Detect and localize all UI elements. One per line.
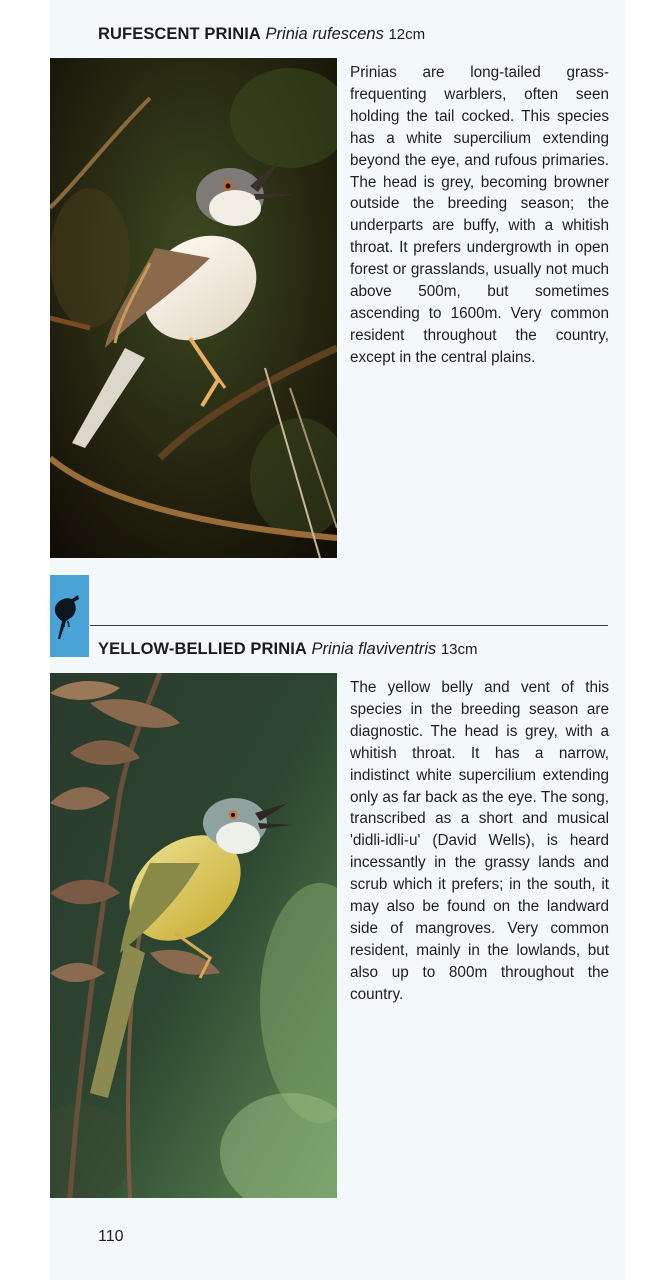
yellow-bellied-prinia-description: The yellow belly and vent of this species in the breeding season are diagnostic. The head is grey, with a whitish throat. It has a narrow, indistinct white supercilium extending only as far back as the eye. The song, transcribed as a short and musical 'didli-idli-u' (David Wells), is heard incessantly in the grassy lands and scrub which it prefers; in the south, it may also be found on the landward side of mangroves. Very common resident, mainly in the lowlands, but also up to 800m throughout the country. <box>350 679 609 1003</box>
rufescent-prinia-description: Prinias are long-tailed grass-frequenting warblers, often seen holding the tail cocked. This species has a white supercilium extending beyond the eye, and rufous primaries. The head is grey, becoming browner outside the breeding season; the underparts are buffy, with a whitish throat. It prefers undergrowth in open forest or grasslands, usually not much above 500m, but sometimes ascending to 1600m. Very common resident throughout the country, except in the central plains. <box>350 64 609 366</box>
common-name: RUFESCENT PRINIA <box>98 25 261 43</box>
species-title-yellow-bellied-prinia <box>98 640 478 659</box>
perched-bird-silhouette-icon <box>50 575 89 657</box>
bird-size: 13cm <box>440 641 478 658</box>
bird-size: 12cm <box>388 26 426 43</box>
page-number: 110 <box>98 1228 124 1245</box>
scientific-name: Prinia flaviventris <box>311 640 437 658</box>
species-title-rufescent-prinia <box>98 25 425 44</box>
rufescent-prinia-photo <box>50 58 337 558</box>
section-tab <box>50 575 89 657</box>
scientific-name: Prinia rufescens <box>265 25 384 43</box>
yellow-bellied-prinia-photo <box>50 673 337 1198</box>
common-name: YELLOW-BELLIED PRINIA <box>98 640 307 658</box>
section-divider <box>90 625 608 626</box>
